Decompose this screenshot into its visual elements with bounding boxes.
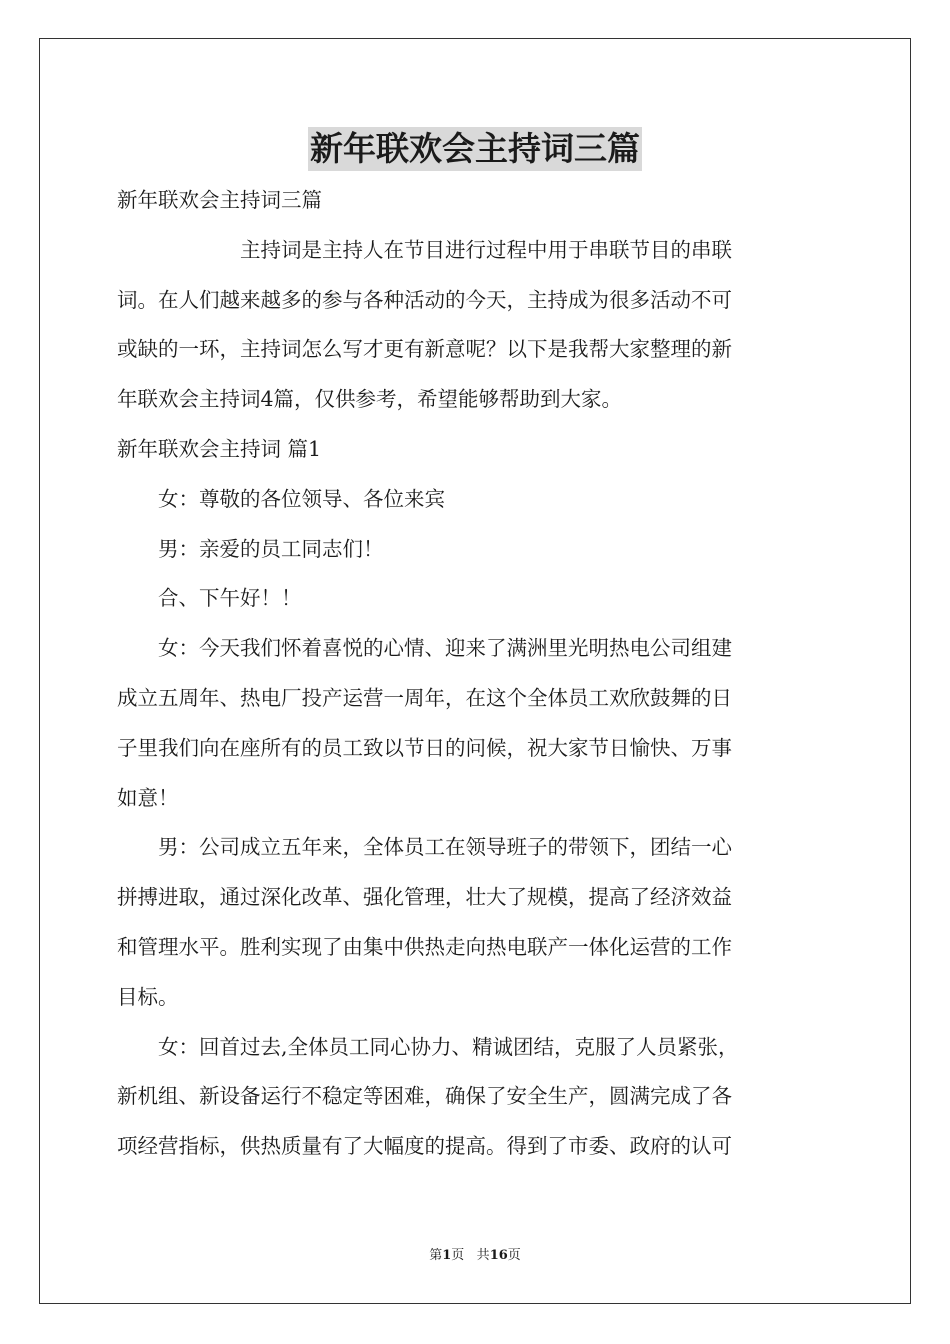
- paragraph-line: 成立五周年、热电厂投产运营一周年，在这个全体员工欢欣鼓舞的日: [117, 685, 732, 710]
- paragraph-line: 主持词是主持人在节目进行过程中用于串联节目的串联: [117, 237, 732, 262]
- paragraph-line: 女：今天我们怀着喜悦的心情、迎来了满洲里光明热电公司组建: [117, 636, 732, 661]
- total-pages: 16: [489, 1248, 508, 1263]
- paragraph-line: 或缺的一环，主持词怎么写才更有新意呢？以下是我帮大家整理的新: [117, 337, 732, 362]
- paragraph-line: 项经营指标，供热质量有了大幅度的提高。得到了市委、政府的认可: [117, 1134, 732, 1159]
- paragraph-line: 如意！: [117, 785, 179, 810]
- paragraph-line: 子里我们向在座所有的员工致以节日的问候，祝大家节日愉快、万事: [117, 735, 732, 760]
- page-number: 1: [442, 1248, 452, 1263]
- paragraph-line: 拼搏进取，通过深化改革、强化管理，壮大了规模，提高了经济效益: [117, 885, 732, 910]
- paragraph-line: 男：亲爱的员工同志们！: [117, 536, 384, 561]
- document-title: 新年联欢会主持词三篇: [308, 127, 642, 171]
- paragraph-line: 女：尊敬的各位领导、各位来宾: [117, 486, 445, 511]
- paragraph-line: 新机组、新设备运行不稳定等困难，确保了安全生产，圆满完成了各: [117, 1084, 732, 1109]
- section-heading: 新年联欢会主持词 篇1: [117, 436, 322, 461]
- total-suffix: 页: [507, 1248, 521, 1263]
- page-prefix: 第: [429, 1248, 443, 1263]
- paragraph-line: 女：回首过去,全体员工同心协力、精诚团结，克服了人员紧张，: [117, 1034, 739, 1059]
- total-prefix: 共: [476, 1248, 490, 1263]
- page-footer: [0, 1246, 950, 1266]
- title-container: [0, 127, 950, 171]
- paragraph-line: 男：公司成立五年来，全体员工在领导班子的带领下，团结一心: [117, 835, 732, 860]
- paragraph-line: 词。在人们越来越多的参与各种活动的今天，主持成为很多活动不可: [117, 287, 732, 312]
- document-body: [117, 176, 837, 1172]
- subtitle-line: 新年联欢会主持词三篇: [117, 188, 322, 212]
- paragraph-line: 合、下午好！！: [117, 586, 302, 611]
- paragraph-line: 年联欢会主持词4篇，仅供参考，希望能够帮助到大家。: [117, 387, 623, 412]
- page-suffix: 页: [451, 1248, 465, 1263]
- paragraph-line: 和管理水平。胜利实现了由集中供热走向热电联产一体化运营的工作: [117, 934, 732, 959]
- paragraph-line: 目标。: [117, 984, 179, 1009]
